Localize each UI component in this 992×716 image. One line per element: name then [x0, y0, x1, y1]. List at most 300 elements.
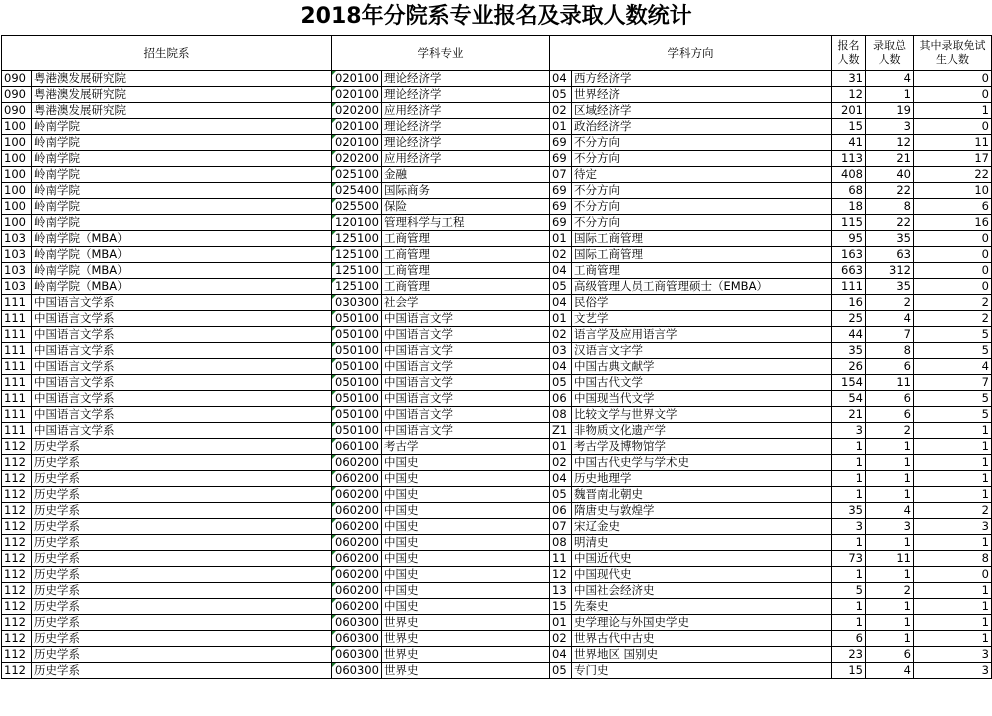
applicants-cell[interactable]: 113 — [832, 151, 866, 167]
direction-name-cell[interactable]: 历史地理学 — [572, 471, 832, 487]
school-name-cell[interactable]: 粤港澳发展研究院 — [32, 103, 332, 119]
admitted-cell[interactable]: 1 — [866, 567, 914, 583]
major-name-cell[interactable]: 世界史 — [382, 631, 550, 647]
school-name-cell[interactable]: 中国语言文学系 — [32, 327, 332, 343]
applicants-cell[interactable]: 73 — [832, 551, 866, 567]
major-name-cell[interactable]: 理论经济学 — [382, 119, 550, 135]
school-name-cell[interactable]: 中国语言文学系 — [32, 407, 332, 423]
direction-code-cell[interactable]: 05 — [550, 663, 572, 679]
admitted-cell[interactable]: 1 — [866, 487, 914, 503]
major-name-cell[interactable]: 世界史 — [382, 615, 550, 631]
major-name-cell[interactable]: 世界史 — [382, 647, 550, 663]
applicants-cell[interactable]: 163 — [832, 247, 866, 263]
major-name-cell[interactable]: 社会学 — [382, 295, 550, 311]
major-name-cell[interactable]: 应用经济学 — [382, 103, 550, 119]
school-name-cell[interactable]: 历史学系 — [32, 551, 332, 567]
school-name-cell[interactable]: 中国语言文学系 — [32, 423, 332, 439]
exempt-cell[interactable]: 1 — [914, 487, 992, 503]
major-code-cell[interactable]: 025100 — [332, 167, 382, 183]
direction-name-cell[interactable]: 不分方向 — [572, 135, 832, 151]
school-name-cell[interactable]: 中国语言文学系 — [32, 343, 332, 359]
admitted-cell[interactable]: 2 — [866, 295, 914, 311]
direction-name-cell[interactable]: 不分方向 — [572, 215, 832, 231]
direction-name-cell[interactable]: 政治经济学 — [572, 119, 832, 135]
direction-code-cell[interactable]: 05 — [550, 487, 572, 503]
exempt-cell[interactable]: 0 — [914, 567, 992, 583]
school-name-cell[interactable]: 中国语言文学系 — [32, 359, 332, 375]
major-code-cell[interactable]: 025400 — [332, 183, 382, 199]
school-name-cell[interactable]: 历史学系 — [32, 615, 332, 631]
major-name-cell[interactable]: 中国史 — [382, 503, 550, 519]
direction-code-cell[interactable]: Z1 — [550, 423, 572, 439]
exempt-cell[interactable]: 5 — [914, 407, 992, 423]
exempt-cell[interactable]: 1 — [914, 439, 992, 455]
school-code-cell[interactable]: 111 — [2, 343, 32, 359]
admitted-cell[interactable]: 19 — [866, 103, 914, 119]
direction-code-cell[interactable]: 04 — [550, 71, 572, 87]
applicants-cell[interactable]: 35 — [832, 503, 866, 519]
school-code-cell[interactable]: 103 — [2, 263, 32, 279]
school-code-cell[interactable]: 103 — [2, 231, 32, 247]
direction-code-cell[interactable]: 02 — [550, 631, 572, 647]
admitted-cell[interactable]: 6 — [866, 359, 914, 375]
school-code-cell[interactable]: 112 — [2, 487, 32, 503]
school-name-cell[interactable]: 岭南学院（MBA） — [32, 279, 332, 295]
direction-code-cell[interactable]: 13 — [550, 583, 572, 599]
school-name-cell[interactable]: 中国语言文学系 — [32, 311, 332, 327]
exempt-cell[interactable]: 2 — [914, 503, 992, 519]
school-name-cell[interactable]: 历史学系 — [32, 487, 332, 503]
school-name-cell[interactable]: 岭南学院 — [32, 151, 332, 167]
major-code-cell[interactable]: 060200 — [332, 455, 382, 471]
school-name-cell[interactable]: 岭南学院（MBA） — [32, 247, 332, 263]
exempt-cell[interactable]: 1 — [914, 455, 992, 471]
major-name-cell[interactable]: 国际商务 — [382, 183, 550, 199]
direction-name-cell[interactable]: 区域经济学 — [572, 103, 832, 119]
exempt-cell[interactable]: 22 — [914, 167, 992, 183]
major-code-cell[interactable]: 060200 — [332, 551, 382, 567]
school-code-cell[interactable]: 100 — [2, 135, 32, 151]
direction-code-cell[interactable]: 06 — [550, 503, 572, 519]
exempt-cell[interactable]: 17 — [914, 151, 992, 167]
direction-name-cell[interactable]: 世界地区 国别史 — [572, 647, 832, 663]
direction-name-cell[interactable]: 工商管理 — [572, 263, 832, 279]
applicants-cell[interactable]: 25 — [832, 311, 866, 327]
direction-code-cell[interactable]: 02 — [550, 327, 572, 343]
direction-name-cell[interactable]: 明清史 — [572, 535, 832, 551]
exempt-cell[interactable]: 8 — [914, 551, 992, 567]
direction-name-cell[interactable]: 不分方向 — [572, 183, 832, 199]
exempt-cell[interactable]: 5 — [914, 343, 992, 359]
school-code-cell[interactable]: 111 — [2, 327, 32, 343]
admitted-cell[interactable]: 1 — [866, 439, 914, 455]
direction-name-cell[interactable]: 魏晋南北朝史 — [572, 487, 832, 503]
direction-code-cell[interactable]: 04 — [550, 359, 572, 375]
admitted-cell[interactable]: 35 — [866, 279, 914, 295]
direction-name-cell[interactable]: 先秦史 — [572, 599, 832, 615]
direction-name-cell[interactable]: 隋唐史与敦煌学 — [572, 503, 832, 519]
direction-code-cell[interactable]: 01 — [550, 231, 572, 247]
direction-name-cell[interactable]: 西方经济学 — [572, 71, 832, 87]
admitted-cell[interactable]: 6 — [866, 391, 914, 407]
major-code-cell[interactable]: 060200 — [332, 471, 382, 487]
direction-name-cell[interactable]: 专门史 — [572, 663, 832, 679]
major-name-cell[interactable]: 保险 — [382, 199, 550, 215]
major-code-cell[interactable]: 060300 — [332, 631, 382, 647]
direction-code-cell[interactable]: 08 — [550, 407, 572, 423]
applicants-cell[interactable]: 1 — [832, 599, 866, 615]
school-code-cell[interactable]: 112 — [2, 647, 32, 663]
header-major[interactable]: 学科专业 — [332, 36, 550, 71]
exempt-cell[interactable]: 3 — [914, 663, 992, 679]
admitted-cell[interactable]: 22 — [866, 183, 914, 199]
applicants-cell[interactable]: 35 — [832, 343, 866, 359]
school-code-cell[interactable]: 111 — [2, 423, 32, 439]
admitted-cell[interactable]: 63 — [866, 247, 914, 263]
school-name-cell[interactable]: 历史学系 — [32, 599, 332, 615]
major-code-cell[interactable]: 025500 — [332, 199, 382, 215]
exempt-cell[interactable]: 0 — [914, 279, 992, 295]
direction-name-cell[interactable]: 非物质文化遗产学 — [572, 423, 832, 439]
exempt-cell[interactable]: 1 — [914, 471, 992, 487]
school-code-cell[interactable]: 103 — [2, 247, 32, 263]
applicants-cell[interactable]: 408 — [832, 167, 866, 183]
major-code-cell[interactable]: 060300 — [332, 663, 382, 679]
school-code-cell[interactable]: 112 — [2, 519, 32, 535]
exempt-cell[interactable]: 3 — [914, 519, 992, 535]
major-code-cell[interactable]: 125100 — [332, 247, 382, 263]
direction-code-cell[interactable]: 69 — [550, 199, 572, 215]
admitted-cell[interactable]: 11 — [866, 551, 914, 567]
admitted-cell[interactable]: 1 — [866, 535, 914, 551]
major-code-cell[interactable]: 125100 — [332, 279, 382, 295]
applicants-cell[interactable]: 1 — [832, 487, 866, 503]
school-name-cell[interactable]: 历史学系 — [32, 471, 332, 487]
exempt-cell[interactable]: 1 — [914, 599, 992, 615]
school-code-cell[interactable]: 112 — [2, 471, 32, 487]
admitted-cell[interactable]: 4 — [866, 503, 914, 519]
admitted-cell[interactable]: 3 — [866, 519, 914, 535]
applicants-cell[interactable]: 68 — [832, 183, 866, 199]
major-name-cell[interactable]: 工商管理 — [382, 231, 550, 247]
direction-code-cell[interactable]: 04 — [550, 647, 572, 663]
direction-code-cell[interactable]: 04 — [550, 295, 572, 311]
admitted-cell[interactable]: 21 — [866, 151, 914, 167]
major-code-cell[interactable]: 050100 — [332, 343, 382, 359]
applicants-cell[interactable]: 41 — [832, 135, 866, 151]
exempt-cell[interactable]: 1 — [914, 583, 992, 599]
direction-code-cell[interactable]: 08 — [550, 535, 572, 551]
applicants-cell[interactable]: 16 — [832, 295, 866, 311]
direction-name-cell[interactable]: 中国现代史 — [572, 567, 832, 583]
major-name-cell[interactable]: 中国语言文学 — [382, 311, 550, 327]
admitted-cell[interactable]: 8 — [866, 343, 914, 359]
header-exempt[interactable]: 其中录取免试生人数 — [914, 36, 992, 71]
major-name-cell[interactable]: 中国史 — [382, 551, 550, 567]
school-name-cell[interactable]: 岭南学院（MBA） — [32, 263, 332, 279]
major-name-cell[interactable]: 工商管理 — [382, 247, 550, 263]
major-name-cell[interactable]: 中国史 — [382, 535, 550, 551]
applicants-cell[interactable]: 1 — [832, 535, 866, 551]
direction-name-cell[interactable]: 国际工商管理 — [572, 231, 832, 247]
major-code-cell[interactable]: 060300 — [332, 615, 382, 631]
major-name-cell[interactable]: 中国语言文学 — [382, 327, 550, 343]
direction-code-cell[interactable]: 01 — [550, 615, 572, 631]
applicants-cell[interactable]: 663 — [832, 263, 866, 279]
major-name-cell[interactable]: 理论经济学 — [382, 135, 550, 151]
admitted-cell[interactable]: 1 — [866, 471, 914, 487]
school-name-cell[interactable]: 历史学系 — [32, 439, 332, 455]
admitted-cell[interactable]: 35 — [866, 231, 914, 247]
major-code-cell[interactable]: 050100 — [332, 391, 382, 407]
major-name-cell[interactable]: 理论经济学 — [382, 87, 550, 103]
direction-code-cell[interactable]: 69 — [550, 135, 572, 151]
school-name-cell[interactable]: 历史学系 — [32, 583, 332, 599]
major-name-cell[interactable]: 中国语言文学 — [382, 359, 550, 375]
applicants-cell[interactable]: 95 — [832, 231, 866, 247]
admitted-cell[interactable]: 1 — [866, 631, 914, 647]
major-code-cell[interactable]: 060300 — [332, 647, 382, 663]
school-code-cell[interactable]: 112 — [2, 439, 32, 455]
school-code-cell[interactable]: 103 — [2, 279, 32, 295]
direction-name-cell[interactable]: 国际工商管理 — [572, 247, 832, 263]
admitted-cell[interactable]: 4 — [866, 663, 914, 679]
exempt-cell[interactable]: 2 — [914, 295, 992, 311]
major-name-cell[interactable]: 理论经济学 — [382, 71, 550, 87]
school-code-cell[interactable]: 112 — [2, 615, 32, 631]
school-name-cell[interactable]: 中国语言文学系 — [32, 295, 332, 311]
major-code-cell[interactable]: 020100 — [332, 87, 382, 103]
direction-code-cell[interactable]: 01 — [550, 439, 572, 455]
school-code-cell[interactable]: 112 — [2, 503, 32, 519]
direction-name-cell[interactable]: 中国社会经济史 — [572, 583, 832, 599]
admitted-cell[interactable]: 8 — [866, 199, 914, 215]
major-name-cell[interactable]: 中国史 — [382, 599, 550, 615]
exempt-cell[interactable]: 0 — [914, 87, 992, 103]
school-name-cell[interactable]: 岭南学院 — [32, 199, 332, 215]
exempt-cell[interactable]: 5 — [914, 391, 992, 407]
major-name-cell[interactable]: 中国语言文学 — [382, 375, 550, 391]
major-name-cell[interactable]: 中国语言文学 — [382, 423, 550, 439]
header-applicants[interactable]: 报名人数 — [832, 36, 866, 71]
school-code-cell[interactable]: 112 — [2, 583, 32, 599]
exempt-cell[interactable]: 0 — [914, 247, 992, 263]
school-code-cell[interactable]: 090 — [2, 87, 32, 103]
direction-name-cell[interactable]: 比较文学与世界文学 — [572, 407, 832, 423]
applicants-cell[interactable]: 44 — [832, 327, 866, 343]
applicants-cell[interactable]: 15 — [832, 119, 866, 135]
applicants-cell[interactable]: 1 — [832, 455, 866, 471]
direction-name-cell[interactable]: 待定 — [572, 167, 832, 183]
admitted-cell[interactable]: 22 — [866, 215, 914, 231]
school-code-cell[interactable]: 111 — [2, 407, 32, 423]
school-code-cell[interactable]: 112 — [2, 663, 32, 679]
direction-name-cell[interactable]: 汉语言文字学 — [572, 343, 832, 359]
school-code-cell[interactable]: 112 — [2, 631, 32, 647]
school-code-cell[interactable]: 112 — [2, 567, 32, 583]
admitted-cell[interactable]: 1 — [866, 599, 914, 615]
major-code-cell[interactable]: 020100 — [332, 135, 382, 151]
school-name-cell[interactable]: 岭南学院 — [32, 183, 332, 199]
major-code-cell[interactable]: 125100 — [332, 263, 382, 279]
school-code-cell[interactable]: 090 — [2, 103, 32, 119]
major-code-cell[interactable]: 060200 — [332, 487, 382, 503]
major-name-cell[interactable]: 中国语言文学 — [382, 407, 550, 423]
applicants-cell[interactable]: 54 — [832, 391, 866, 407]
school-name-cell[interactable]: 历史学系 — [32, 631, 332, 647]
applicants-cell[interactable]: 21 — [832, 407, 866, 423]
direction-name-cell[interactable]: 语言学及应用语言学 — [572, 327, 832, 343]
direction-name-cell[interactable]: 中国古典文献学 — [572, 359, 832, 375]
school-code-cell[interactable]: 100 — [2, 183, 32, 199]
school-code-cell[interactable]: 112 — [2, 535, 32, 551]
applicants-cell[interactable]: 18 — [832, 199, 866, 215]
school-code-cell[interactable]: 100 — [2, 119, 32, 135]
major-name-cell[interactable]: 中国史 — [382, 471, 550, 487]
admitted-cell[interactable]: 1 — [866, 455, 914, 471]
admitted-cell[interactable]: 2 — [866, 583, 914, 599]
direction-code-cell[interactable]: 69 — [550, 183, 572, 199]
applicants-cell[interactable]: 154 — [832, 375, 866, 391]
major-name-cell[interactable]: 管理科学与工程 — [382, 215, 550, 231]
major-code-cell[interactable]: 020100 — [332, 71, 382, 87]
major-name-cell[interactable]: 中国史 — [382, 567, 550, 583]
direction-code-cell[interactable]: 12 — [550, 567, 572, 583]
header-direction[interactable]: 学科方向 — [550, 36, 832, 71]
major-name-cell[interactable]: 中国语言文学 — [382, 343, 550, 359]
direction-code-cell[interactable]: 07 — [550, 167, 572, 183]
direction-code-cell[interactable]: 04 — [550, 263, 572, 279]
major-code-cell[interactable]: 020200 — [332, 151, 382, 167]
direction-code-cell[interactable]: 02 — [550, 455, 572, 471]
exempt-cell[interactable]: 7 — [914, 375, 992, 391]
exempt-cell[interactable]: 0 — [914, 119, 992, 135]
major-code-cell[interactable]: 020200 — [332, 103, 382, 119]
applicants-cell[interactable]: 1 — [832, 439, 866, 455]
applicants-cell[interactable]: 1 — [832, 615, 866, 631]
school-name-cell[interactable]: 历史学系 — [32, 567, 332, 583]
school-code-cell[interactable]: 100 — [2, 167, 32, 183]
exempt-cell[interactable]: 0 — [914, 263, 992, 279]
direction-name-cell[interactable]: 世界经济 — [572, 87, 832, 103]
admitted-cell[interactable]: 7 — [866, 327, 914, 343]
major-name-cell[interactable]: 金融 — [382, 167, 550, 183]
direction-name-cell[interactable]: 中国近代史 — [572, 551, 832, 567]
applicants-cell[interactable]: 6 — [832, 631, 866, 647]
exempt-cell[interactable]: 5 — [914, 327, 992, 343]
direction-code-cell[interactable]: 15 — [550, 599, 572, 615]
exempt-cell[interactable]: 4 — [914, 359, 992, 375]
school-code-cell[interactable]: 100 — [2, 151, 32, 167]
major-code-cell[interactable]: 060200 — [332, 503, 382, 519]
direction-code-cell[interactable]: 05 — [550, 375, 572, 391]
exempt-cell[interactable]: 1 — [914, 631, 992, 647]
major-name-cell[interactable]: 中国语言文学 — [382, 391, 550, 407]
major-code-cell[interactable]: 120100 — [332, 215, 382, 231]
major-name-cell[interactable]: 考古学 — [382, 439, 550, 455]
school-name-cell[interactable]: 岭南学院（MBA） — [32, 231, 332, 247]
applicants-cell[interactable]: 3 — [832, 423, 866, 439]
direction-name-cell[interactable]: 高级管理人员工商管理硕士（EMBA） — [572, 279, 832, 295]
major-code-cell[interactable]: 050100 — [332, 407, 382, 423]
admitted-cell[interactable]: 2 — [866, 423, 914, 439]
major-name-cell[interactable]: 应用经济学 — [382, 151, 550, 167]
direction-name-cell[interactable]: 不分方向 — [572, 199, 832, 215]
major-code-cell[interactable]: 060200 — [332, 535, 382, 551]
admitted-cell[interactable]: 1 — [866, 87, 914, 103]
direction-code-cell[interactable]: 02 — [550, 103, 572, 119]
major-name-cell[interactable]: 中国史 — [382, 519, 550, 535]
direction-name-cell[interactable]: 考古学及博物馆学 — [572, 439, 832, 455]
school-name-cell[interactable]: 中国语言文学系 — [32, 375, 332, 391]
major-code-cell[interactable]: 050100 — [332, 327, 382, 343]
direction-code-cell[interactable]: 02 — [550, 247, 572, 263]
exempt-cell[interactable]: 10 — [914, 183, 992, 199]
exempt-cell[interactable]: 2 — [914, 311, 992, 327]
admitted-cell[interactable]: 12 — [866, 135, 914, 151]
applicants-cell[interactable]: 1 — [832, 471, 866, 487]
school-code-cell[interactable]: 112 — [2, 599, 32, 615]
major-code-cell[interactable]: 020100 — [332, 119, 382, 135]
applicants-cell[interactable]: 31 — [832, 71, 866, 87]
major-code-cell[interactable]: 050100 — [332, 423, 382, 439]
exempt-cell[interactable]: 0 — [914, 231, 992, 247]
applicants-cell[interactable]: 12 — [832, 87, 866, 103]
direction-name-cell[interactable]: 宋辽金史 — [572, 519, 832, 535]
admitted-cell[interactable]: 40 — [866, 167, 914, 183]
direction-code-cell[interactable]: 69 — [550, 151, 572, 167]
school-code-cell[interactable]: 100 — [2, 199, 32, 215]
school-code-cell[interactable]: 090 — [2, 71, 32, 87]
school-name-cell[interactable]: 粤港澳发展研究院 — [32, 71, 332, 87]
school-code-cell[interactable]: 111 — [2, 311, 32, 327]
applicants-cell[interactable]: 5 — [832, 583, 866, 599]
major-code-cell[interactable]: 060200 — [332, 567, 382, 583]
major-code-cell[interactable]: 060100 — [332, 439, 382, 455]
major-code-cell[interactable]: 060200 — [332, 519, 382, 535]
header-school[interactable]: 招生院系 — [2, 36, 332, 71]
direction-code-cell[interactable]: 01 — [550, 119, 572, 135]
direction-code-cell[interactable]: 05 — [550, 87, 572, 103]
major-code-cell[interactable]: 030300 — [332, 295, 382, 311]
exempt-cell[interactable]: 16 — [914, 215, 992, 231]
school-name-cell[interactable]: 岭南学院 — [32, 119, 332, 135]
exempt-cell[interactable]: 11 — [914, 135, 992, 151]
school-code-cell[interactable]: 111 — [2, 359, 32, 375]
school-name-cell[interactable]: 岭南学院 — [32, 135, 332, 151]
exempt-cell[interactable]: 1 — [914, 535, 992, 551]
exempt-cell[interactable]: 0 — [914, 71, 992, 87]
major-code-cell[interactable]: 060200 — [332, 599, 382, 615]
major-name-cell[interactable]: 工商管理 — [382, 279, 550, 295]
applicants-cell[interactable]: 3 — [832, 519, 866, 535]
admitted-cell[interactable]: 3 — [866, 119, 914, 135]
school-name-cell[interactable]: 历史学系 — [32, 535, 332, 551]
admitted-cell[interactable]: 6 — [866, 647, 914, 663]
applicants-cell[interactable]: 1 — [832, 567, 866, 583]
major-name-cell[interactable]: 中国史 — [382, 455, 550, 471]
applicants-cell[interactable]: 201 — [832, 103, 866, 119]
major-name-cell[interactable]: 工商管理 — [382, 263, 550, 279]
school-name-cell[interactable]: 岭南学院 — [32, 167, 332, 183]
direction-code-cell[interactable]: 05 — [550, 279, 572, 295]
school-name-cell[interactable]: 历史学系 — [32, 663, 332, 679]
school-name-cell[interactable]: 岭南学院 — [32, 215, 332, 231]
exempt-cell[interactable]: 1 — [914, 103, 992, 119]
direction-code-cell[interactable]: 04 — [550, 471, 572, 487]
major-name-cell[interactable]: 中国史 — [382, 487, 550, 503]
major-code-cell[interactable]: 050100 — [332, 375, 382, 391]
